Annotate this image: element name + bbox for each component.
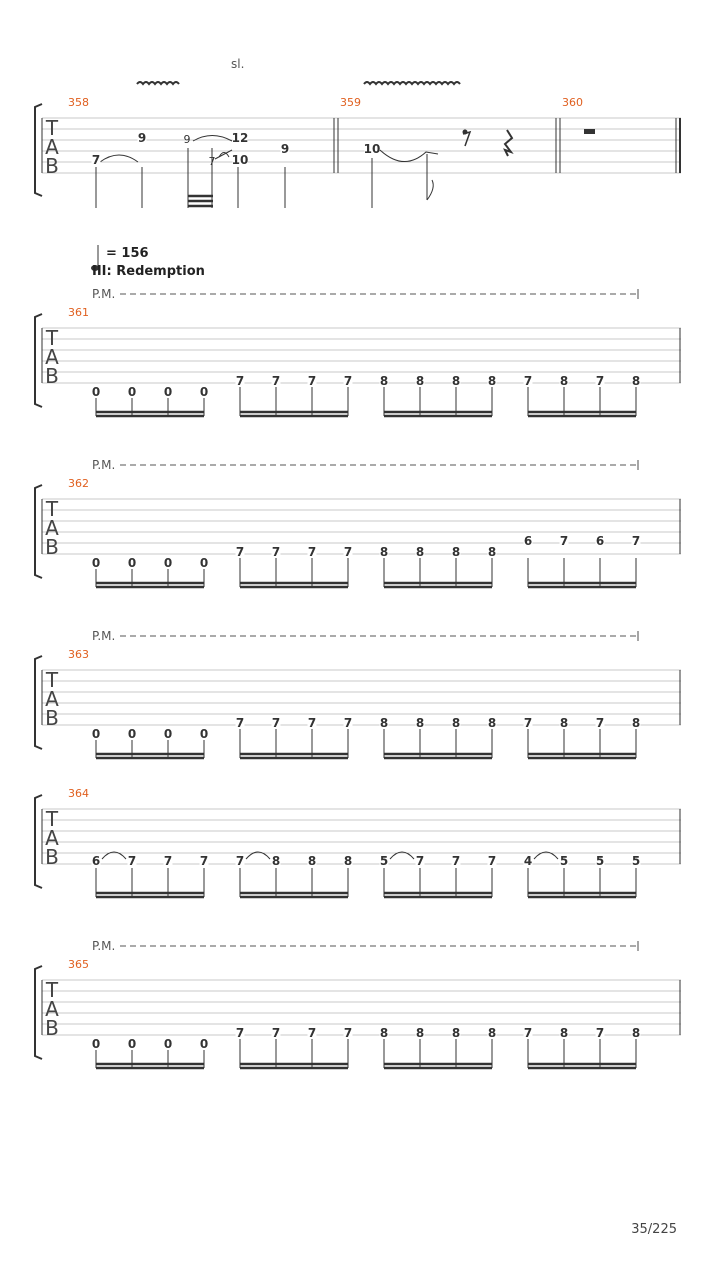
fret-number: 8	[379, 374, 389, 388]
fret-number: 7	[271, 1026, 281, 1040]
section-marker: III: Redemption	[92, 264, 205, 279]
slide-label: sl.	[231, 57, 245, 71]
fret-number: 5	[595, 854, 605, 868]
fret-number: 7	[343, 545, 353, 559]
fret-number: 6	[91, 854, 101, 868]
tab-clef-letter: B	[45, 154, 59, 178]
system-bracket-icon	[35, 966, 42, 1059]
fret-number: 8	[631, 716, 641, 730]
tab-clef-letter: A	[45, 687, 59, 711]
fret-number: 0	[199, 556, 209, 570]
fret-number: 8	[559, 1026, 569, 1040]
fret-number: 0	[163, 1037, 173, 1051]
tab-clef-letter: T	[45, 978, 59, 1002]
fret-number: 10	[231, 153, 249, 167]
fret-number: 0	[91, 556, 101, 570]
fret-number: 8	[415, 374, 425, 388]
system-bracket-icon	[35, 795, 42, 888]
fret-number: 9	[183, 133, 191, 146]
fret-number: 0	[163, 556, 173, 570]
tab-clef-letter: T	[45, 497, 59, 521]
measure-number: 359	[340, 96, 361, 109]
vibrato-icon	[364, 82, 460, 84]
fret-number: 7	[235, 545, 245, 559]
tab-clef-letter: A	[45, 135, 59, 159]
vibrato-icon	[137, 82, 179, 84]
fret-number: 7	[199, 854, 209, 868]
tab-clef-letter: A	[45, 345, 59, 369]
fret-number: 8	[451, 716, 461, 730]
fret-number: 0	[127, 556, 137, 570]
fret-number: 7	[487, 854, 497, 868]
tab-clef-letter: B	[45, 845, 59, 869]
fret-number: 7	[523, 374, 533, 388]
fret-number: 7	[127, 854, 137, 868]
fret-number: 4	[523, 854, 533, 868]
fret-number: 8	[379, 716, 389, 730]
tab-clef-letter: B	[45, 706, 59, 730]
tie-arc	[100, 155, 138, 162]
system-bracket-icon	[35, 314, 42, 407]
flag-icon	[427, 180, 433, 200]
fret-number: 8	[379, 545, 389, 559]
tab-clef-letter: T	[45, 807, 59, 831]
fret-number: 9	[280, 142, 290, 156]
measure-number: 365	[68, 958, 89, 971]
fret-number: 7	[523, 716, 533, 730]
fret-number: 8	[559, 374, 569, 388]
fret-number: 8	[415, 1026, 425, 1040]
fret-number: 7	[595, 1026, 605, 1040]
tab-clef-letter: A	[45, 826, 59, 850]
fret-number: 8	[559, 716, 569, 730]
tempo-marking: = 156	[106, 246, 149, 261]
fret-number: 5	[631, 854, 641, 868]
fret-number: 8	[487, 545, 497, 559]
fret-number: 7	[307, 545, 317, 559]
measure-number: 364	[68, 787, 89, 800]
fret-number: 8	[415, 545, 425, 559]
fret-number: 7	[523, 1026, 533, 1040]
fret-number: 7	[451, 854, 461, 868]
fret-number: 0	[127, 727, 137, 741]
fret-number: 7	[307, 374, 317, 388]
fret-number: 7	[235, 1026, 245, 1040]
fret-number: 8	[487, 1026, 497, 1040]
system-bracket-icon	[35, 656, 42, 749]
fret-number: 8	[307, 854, 317, 868]
fret-number: 7	[595, 374, 605, 388]
fret-number: 7	[91, 153, 101, 167]
tab-clef-letter: B	[45, 364, 59, 388]
fret-number: 0	[163, 385, 173, 399]
fret-number: 8	[451, 374, 461, 388]
fret-number: 7	[559, 534, 569, 548]
measure-number: 361	[68, 306, 89, 319]
fret-number: 0	[91, 727, 101, 741]
measure-number: 360	[562, 96, 583, 109]
system-bracket-icon	[35, 485, 42, 578]
tab-clef-letter: B	[45, 1016, 59, 1040]
fret-number: 8	[451, 545, 461, 559]
fret-number: 8	[487, 716, 497, 730]
fret-number: 6	[595, 534, 605, 548]
page-number: 35/225	[631, 1222, 677, 1237]
measure-number: 362	[68, 477, 89, 490]
fret-number: 8	[271, 854, 281, 868]
fret-number: 7	[343, 716, 353, 730]
tab-clef-letter: T	[45, 668, 59, 692]
fret-number: 0	[127, 385, 137, 399]
eighth-rest-icon	[463, 132, 470, 146]
fret-number: 8	[631, 1026, 641, 1040]
fret-number: 7	[595, 716, 605, 730]
fret-number: 6	[523, 534, 533, 548]
whole-rest-icon	[584, 129, 595, 134]
fret-number: 7	[271, 545, 281, 559]
palm-mute-label: P.M.	[92, 939, 116, 953]
fret-number: 7	[631, 534, 641, 548]
fret-number: 0	[91, 385, 101, 399]
fret-number: 8	[631, 374, 641, 388]
tab-clef-letter: T	[45, 326, 59, 350]
fret-number: 5	[559, 854, 569, 868]
system-bracket-icon	[35, 104, 42, 196]
fret-number: 8	[415, 716, 425, 730]
tab-clef-letter: A	[45, 997, 59, 1021]
fret-number: 9	[137, 131, 147, 145]
fret-number: 0	[163, 727, 173, 741]
fret-number: 8	[487, 374, 497, 388]
fret-number: 7	[235, 716, 245, 730]
tab-clef-letter: A	[45, 516, 59, 540]
fret-number: 0	[91, 1037, 101, 1051]
fret-number: 0	[199, 385, 209, 399]
tab-clef-letter: T	[45, 116, 59, 140]
fret-number: 0	[199, 727, 209, 741]
fret-number: 7	[307, 1026, 317, 1040]
slide-arc	[380, 150, 438, 162]
fret-number: 7	[271, 716, 281, 730]
fret-number: 12	[231, 131, 249, 145]
fret-number: 5	[379, 854, 389, 868]
fret-number: 7	[235, 854, 245, 868]
fret-number: 10	[363, 142, 381, 156]
palm-mute-label: P.M.	[92, 629, 116, 643]
fret-number: 0	[127, 1037, 137, 1051]
fret-number: 7	[415, 854, 425, 868]
fret-number: 7	[235, 374, 245, 388]
fret-number: 7	[271, 374, 281, 388]
fret-number: 7	[163, 854, 173, 868]
fret-number: 8	[379, 1026, 389, 1040]
fret-number: 8	[343, 854, 353, 868]
tab-clef-letter: B	[45, 535, 59, 559]
measure-number: 358	[68, 96, 89, 109]
palm-mute-label: P.M.	[92, 458, 116, 472]
fret-number: 7	[343, 374, 353, 388]
fret-number: 7	[208, 155, 216, 168]
fret-number: 8	[451, 1026, 461, 1040]
measure-number: 363	[68, 648, 89, 661]
quarter-rest-icon	[505, 130, 512, 156]
fret-number: 7	[307, 716, 317, 730]
fret-number: 0	[199, 1037, 209, 1051]
palm-mute-label: P.M.	[92, 287, 116, 301]
fret-number: 7	[343, 1026, 353, 1040]
